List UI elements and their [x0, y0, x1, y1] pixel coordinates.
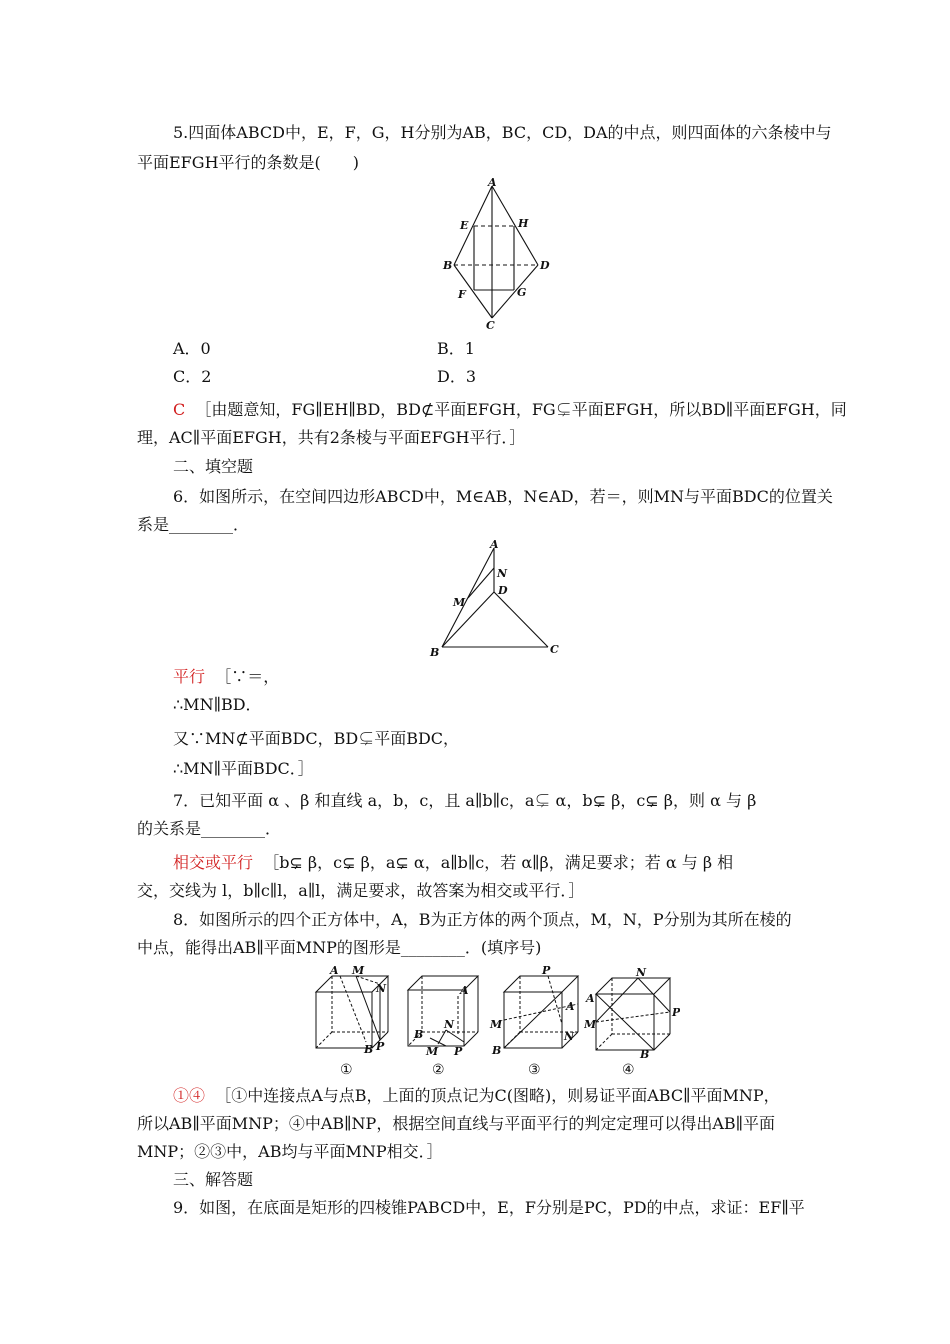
- q8-solution-text1: ［①中连接点A与点B，上面的顶点记为C(图略)，则易证平面ABC∥平面MNP，: [215, 1086, 780, 1105]
- q8-solution-line2: 所以AB∥平面MNP；④中AB∥NP，根据空间直线与平面平行的判定定理可以得出AB∥平面: [137, 1114, 776, 1133]
- section-fill-in: 二、填空题: [173, 457, 254, 476]
- caption-1: ①: [340, 1062, 353, 1078]
- q7-solution-text1: ［b⊊ β，c⊊ β，a⊊ α，a∥b∥c，若 α∥β，满足要求；若 α 与 β 相: [263, 853, 734, 872]
- q9-stem-line1: 9．如图，在底面是矩形的四棱锥PABCD中，E，F分别是PC，PD的中点，求证：EF∥平: [173, 1198, 805, 1217]
- cube2-label-A: A: [460, 984, 469, 997]
- cube1-label-B: B: [364, 1043, 374, 1056]
- q8-stem-line1: 8．如图所示的四个正方体中，A，B为正方体的两个顶点，M，N，P分别为其所在棱的: [173, 910, 792, 929]
- cube3-label-P: P: [542, 964, 551, 977]
- q7-answer: 相交或平行: [173, 853, 254, 872]
- q5-stem-line2: 平面EFGH平行的条数是( ): [137, 153, 360, 172]
- label-M: M: [453, 596, 466, 609]
- cube4-label-M: M: [584, 1018, 597, 1031]
- label-G: G: [517, 286, 527, 299]
- q6-solution-line2: ∴MN∥BD．: [173, 695, 262, 714]
- cube-figure-3: [488, 964, 584, 1060]
- cube2-label-N: N: [444, 1018, 455, 1031]
- cube1-label-M: M: [352, 964, 365, 977]
- q8-solution-line1: [173, 1085, 853, 1107]
- cube-figure-2: [400, 964, 486, 1060]
- cube4-label-P: P: [672, 1006, 680, 1019]
- q6-solution-text1: ［∵＝，: [215, 667, 280, 686]
- label-A: A: [488, 178, 497, 189]
- q6-stem-line1: 6．如图所示，在空间四边形ABCD中，M∈AB，N∈AD，若＝，则MN与平面BDC的位置关: [173, 487, 833, 506]
- label-D: D: [498, 584, 508, 597]
- cube3-label-A: A: [566, 1000, 575, 1013]
- cube1-label-P: P: [376, 1040, 385, 1053]
- cube3-label-M: M: [490, 1018, 503, 1031]
- label-F: F: [458, 288, 466, 301]
- q8-solution-line3: MNP；②③中，AB均与平面MNP相交．］: [137, 1142, 443, 1161]
- q6-stem-line2: 系是________．: [137, 515, 250, 534]
- cube2-label-B: B: [414, 1028, 424, 1041]
- q7-stem-line1: 7．已知平面 α 、β 和直线 a，b，c，且 a∥b∥c，a⊊ α，b⊊ β，c⊊ β，则 α 与 β: [173, 791, 757, 810]
- label-B: B: [443, 259, 453, 272]
- cube4-label-B: B: [640, 1048, 650, 1060]
- label-C: C: [550, 643, 559, 656]
- cube2-label-M: M: [426, 1045, 439, 1058]
- caption-3: ③: [528, 1062, 541, 1078]
- tetrahedron-figure: [438, 178, 554, 330]
- cube3-label-N: N: [564, 1030, 575, 1043]
- option-a: A．0: [173, 339, 211, 358]
- spatial-quadrilateral-figure: [424, 536, 564, 660]
- q7-solution-line1: [173, 852, 853, 874]
- q5-stem-line1: 5.四面体ABCD中，E，F，G，H分别为AB，BC，CD，DA的中点，则四面体的六条棱中与: [173, 123, 832, 142]
- q6-solution-line4: ∴MN∥平面BDC．］: [173, 759, 314, 778]
- q7-solution-line2: 交，交线为 l，b∥c∥l，a∥l，满足要求，故答案为相交或平行．］: [137, 881, 585, 900]
- cube2-label-P: P: [454, 1045, 463, 1058]
- option-d: D．3: [437, 367, 477, 386]
- caption-4: ④: [622, 1062, 635, 1078]
- cube-figure-1: [306, 964, 390, 1060]
- cube-figure-4: [584, 964, 680, 1060]
- cube3-label-B: B: [492, 1044, 502, 1057]
- label-N: N: [497, 567, 508, 580]
- label-D: D: [540, 259, 550, 272]
- label-C: C: [486, 319, 495, 330]
- label-A: A: [490, 538, 499, 551]
- q5-solution-line2: 理，AC∥平面EFGH，共有2条棱与平面EFGH平行．］: [137, 428, 526, 447]
- q7-stem-line2: 的关系是________．: [137, 819, 282, 838]
- section-answer: 三、解答题: [173, 1170, 254, 1189]
- label-B: B: [430, 646, 440, 659]
- q5-solution-line1: [173, 399, 853, 421]
- cube1-label-A: A: [330, 964, 339, 977]
- cube4-label-N: N: [636, 966, 647, 979]
- caption-2: ②: [432, 1062, 445, 1078]
- option-b: B．1: [437, 339, 475, 358]
- q6-solution-line3: 又∵MN⊄平面BDC，BD⊊平面BDC，: [173, 729, 460, 748]
- q6-solution-line1: [173, 666, 853, 688]
- q6-answer: 平行: [173, 667, 206, 686]
- q8-stem-line2: 中点，能得出AB∥平面MNP的图形是________．(填序号): [137, 938, 542, 957]
- q8-answer: ①④: [173, 1086, 206, 1105]
- cube4-label-A: A: [586, 992, 595, 1005]
- q5-solution-text1: ［由题意知，FG∥EH∥BD，BD⊄平面EFGH，FG⊊平面EFGH，所以BD∥平面EFGH，同: [195, 400, 847, 419]
- option-c: C．2: [173, 367, 212, 386]
- q5-answer: C: [173, 400, 186, 419]
- label-E: E: [460, 219, 469, 232]
- label-H: H: [518, 217, 529, 230]
- cube1-label-N: N: [376, 982, 387, 995]
